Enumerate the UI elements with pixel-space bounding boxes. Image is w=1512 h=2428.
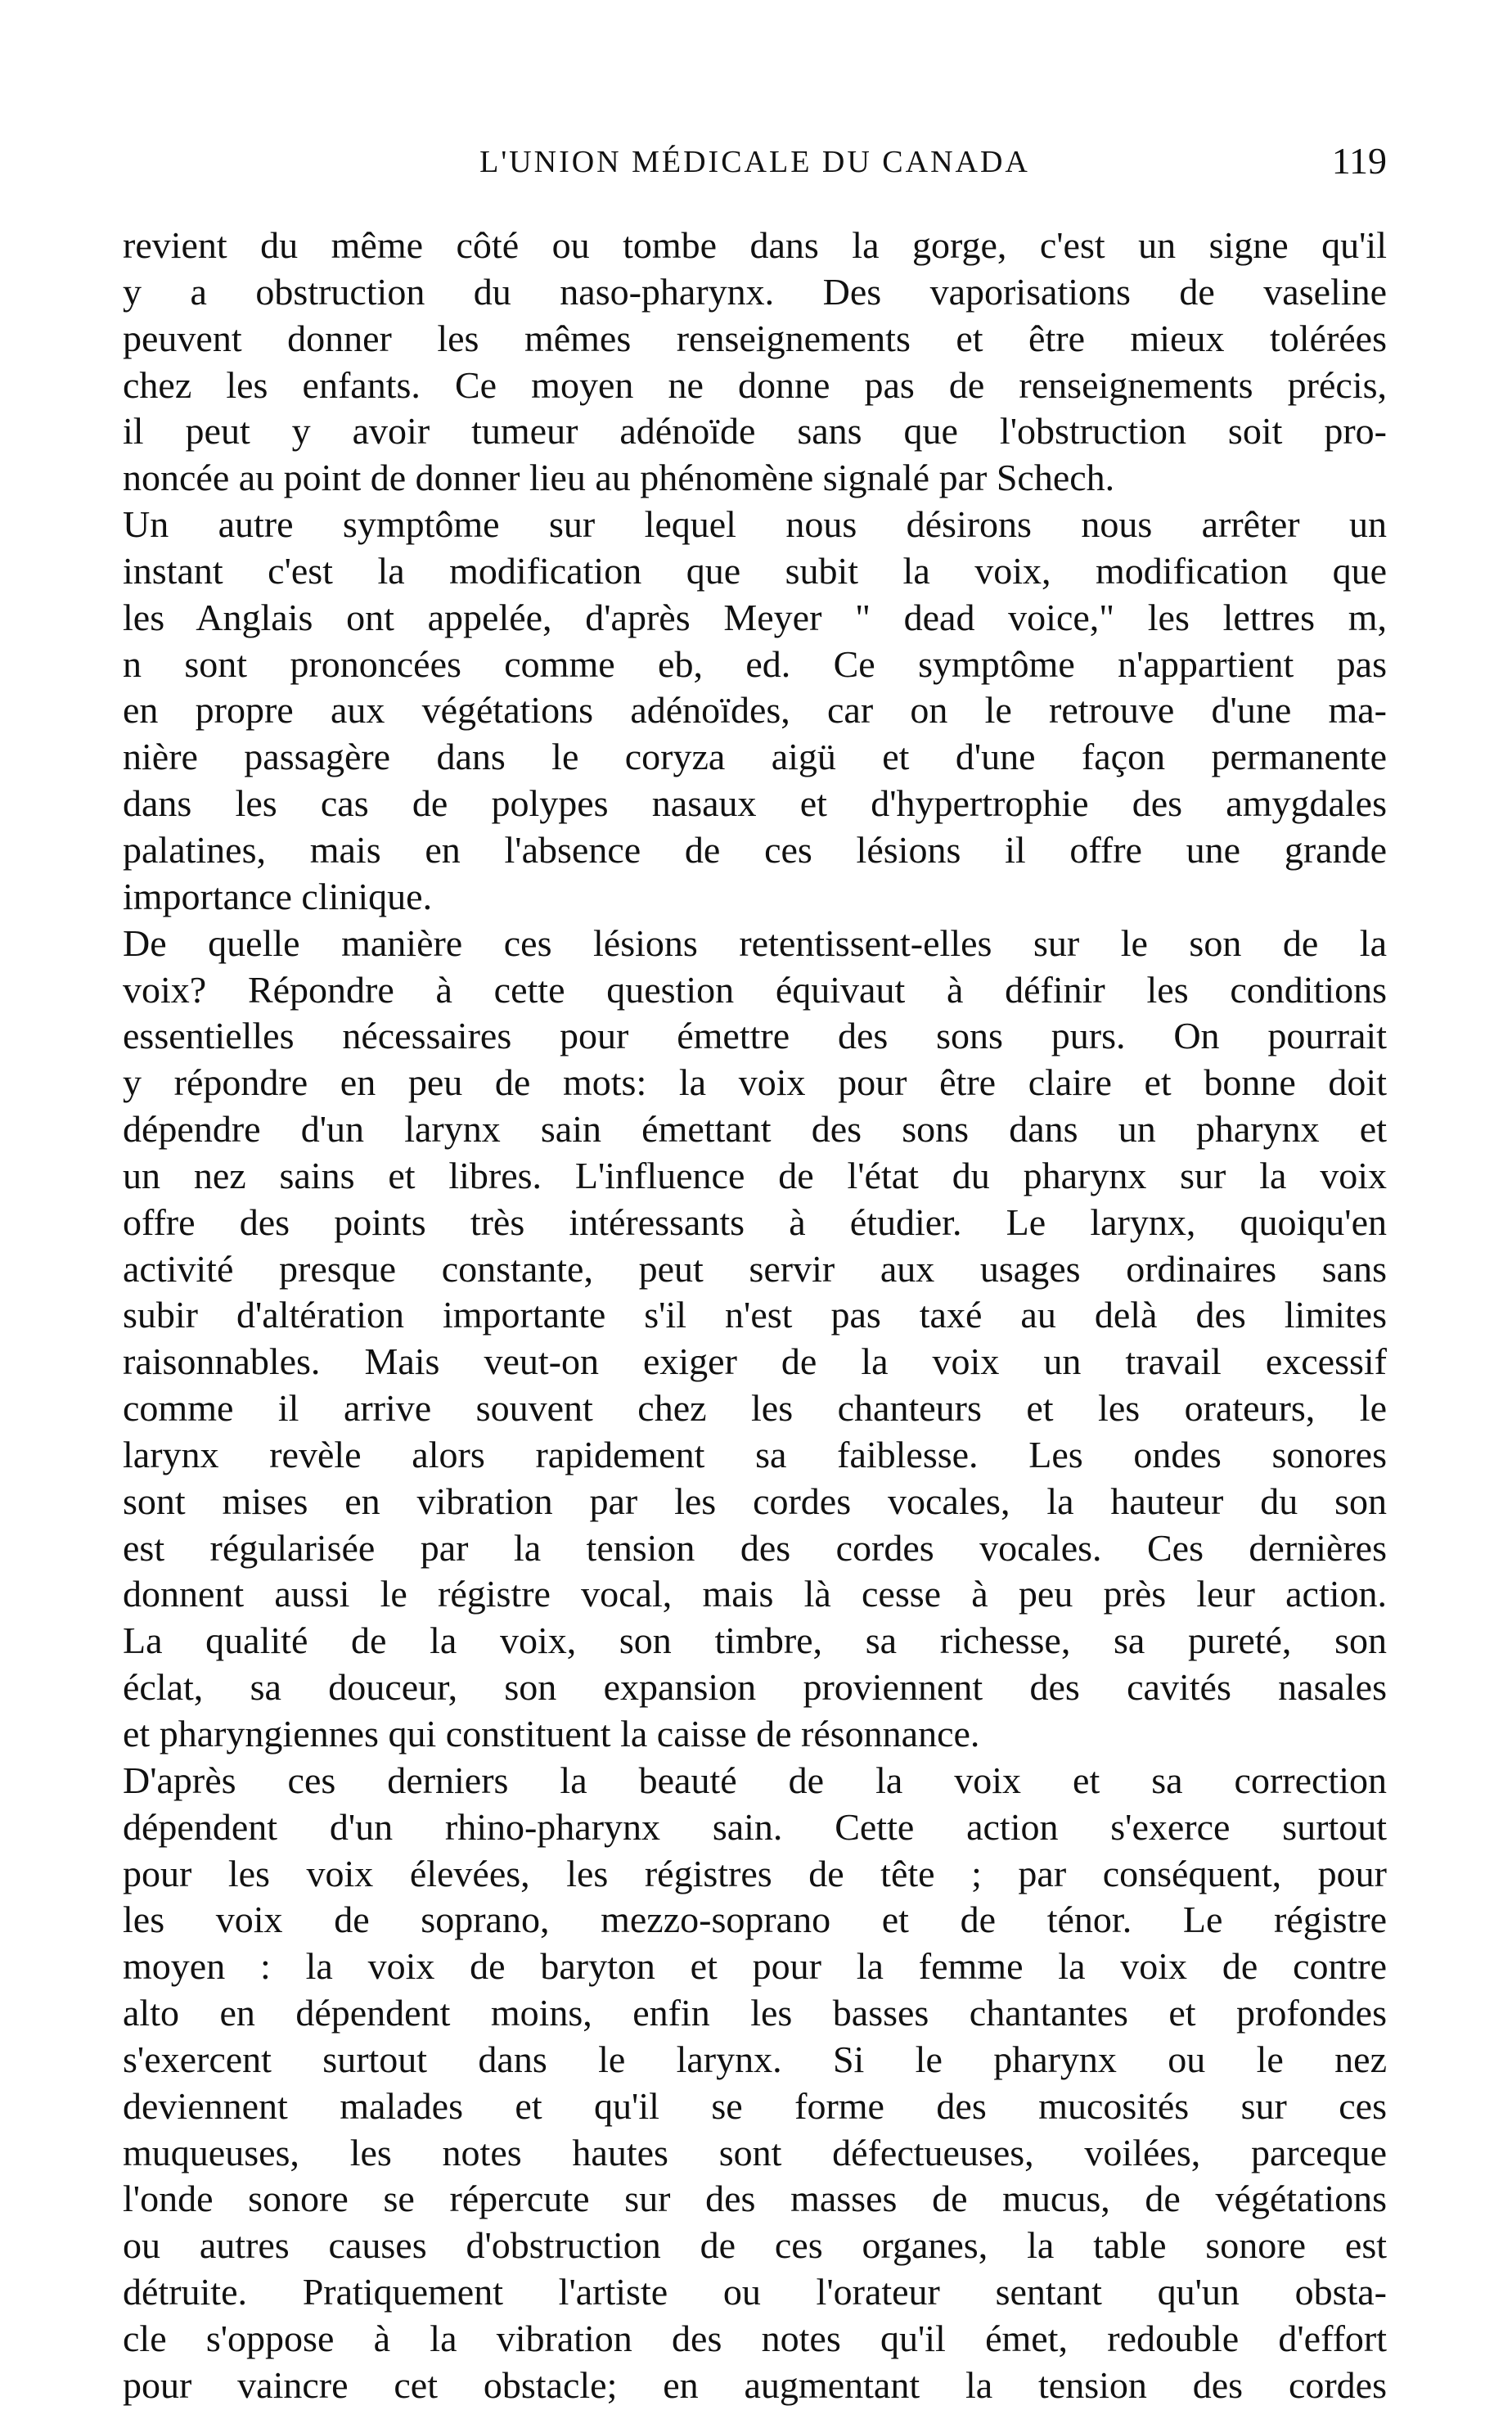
running-head: [123, 137, 1387, 187]
text-line: en propre aux végétations adénoïdes, car on le retrouve d'une ma-: [123, 689, 1387, 732]
page-number: 119: [1331, 140, 1387, 182]
body-text: [123, 223, 1387, 2409]
text-line: deviennent malades et qu'il se forme des mucosités sur ces: [123, 2084, 1387, 2127]
text-line: s'exercent surtout dans le larynx. Si le pharynx ou le nez: [123, 2038, 1387, 2080]
text-line: y répondre en peu de mots: la voix pour être claire et bonne doit: [123, 1061, 1387, 1104]
text-line: moyen : la voix de baryton et pour la femme la voix de contre: [123, 1945, 1387, 1988]
text-line: les voix de soprano, mezzo-soprano et de ténor. Le régistre: [123, 1899, 1387, 1941]
text-line: activité presque constante, peut servir aux usages ordinaires sans: [123, 1247, 1387, 1290]
text-line: La qualité de la voix, son timbre, sa richesse, sa pureté, son: [123, 1619, 1387, 1662]
text-line: chez les enfants. Ce moyen ne donne pas de renseignements précis,: [123, 363, 1387, 406]
running-title: L'UNION MÉDICALE DU CANADA: [479, 145, 1030, 179]
text-line: revient du même côté ou tombe dans la gorge, c'est un signe qu'il: [123, 224, 1387, 266]
text-line: voix? Répondre à cette question équivaut à définir les conditions: [123, 968, 1387, 1011]
text-line: dépendent d'un rhino-pharynx sain. Cette action s'exerce surtout: [123, 1805, 1387, 1848]
text-line: muqueuses, les notes hautes sont défectueuses, voilées, parceque: [123, 2131, 1387, 2173]
text-line: les Anglais ont appelée, d'après Meyer " dead voice," les lettres m,: [123, 596, 1387, 638]
text-line: éclat, sa douceur, son expansion proviennent des cavités nasales: [123, 1666, 1387, 1709]
text-line: un nez sains et libres. L'influence de l'état du pharynx sur la voix: [123, 1154, 1387, 1196]
text-line: y a obstruction du naso-pharynx. Des vaporisations de vaseline: [123, 270, 1387, 313]
text-line: alto en dépendent moins, enfin les basses chantantes et profondes: [123, 1992, 1387, 2034]
text-line: nière passagère dans le coryza aigü et d'une façon permanente: [123, 736, 1387, 778]
text-line: pour vaincre cet obstacle; en augmentant la tension des cordes: [123, 2363, 1387, 2406]
text-line: noncée au point de donner lieu au phénomène signalé par Schech.: [123, 457, 1115, 499]
text-line: importance clinique.: [123, 875, 433, 917]
text-line: détruite. Pratiquement l'artiste ou l'orateur sentant qu'un obsta-: [123, 2271, 1387, 2313]
text-line: subir d'altération importante s'il n'est pas taxé au delà des limites: [123, 1294, 1387, 1336]
text-line: cle s'oppose à la vibration des notes qu'il émet, redouble d'effort: [123, 2317, 1387, 2359]
text-line: dans les cas de polypes nasaux et d'hypertrophie des amygdales: [123, 782, 1387, 825]
text-line: peuvent donner les mêmes renseignements et être mieux tolérées: [123, 317, 1387, 359]
text-line: palatines, mais en l'absence de ces lésions il offre une grande: [123, 828, 1387, 871]
text-line: De quelle manière ces lésions retentissent-elles sur le son de la: [123, 921, 1387, 964]
text-line: comme il arrive souvent chez les chanteurs et les orateurs, le: [123, 1387, 1387, 1430]
text-line: essentielles nécessaires pour émettre des sons purs. On pourrait: [123, 1015, 1387, 1057]
text-line: l'onde sonore se répercute sur des masses de mucus, de végétations: [123, 2178, 1387, 2220]
text-line: raisonnables. Mais veut-on exiger de la voix un travail excessif: [123, 1340, 1387, 1383]
text-line: n sont prononcées comme eb, ed. Ce symptôme n'appartient pas: [123, 642, 1387, 685]
text-line: dépendre d'un larynx sain émettant des sons dans un pharynx et: [123, 1108, 1387, 1151]
text-line: larynx revèle alors rapidement sa faiblesse. Les ondes sonores: [123, 1433, 1387, 1475]
text-line: sont mises en vibration par les cordes vocales, la hauteur du son: [123, 1480, 1387, 1522]
text-line: instant c'est la modification que subit la voix, modification que: [123, 549, 1387, 592]
text-line: offre des points très intéressants à étudier. Le larynx, quoiqu'en: [123, 1200, 1387, 1243]
text-line: pour les voix élevées, les régistres de tête ; par conséquent, pour: [123, 1852, 1387, 1894]
text-line: ou autres causes d'obstruction de ces organes, la table sonore est: [123, 2224, 1387, 2267]
text-line: donnent aussi le régistre vocal, mais là cesse à peu près leur action.: [123, 1573, 1387, 1615]
text-line: D'après ces derniers la beauté de la voix et sa correction: [123, 1759, 1387, 1801]
text-line: est régularisée par la tension des cordes vocales. Ces dernières: [123, 1526, 1387, 1569]
text-line: et pharyngiennes qui constituent la caisse de résonnance.: [123, 1713, 980, 1755]
text-line: Un autre symptôme sur lequel nous désirons nous arrêter un: [123, 503, 1387, 546]
text-line: il peut y avoir tumeur adénoïde sans que l'obstruction soit pro-: [123, 410, 1387, 453]
